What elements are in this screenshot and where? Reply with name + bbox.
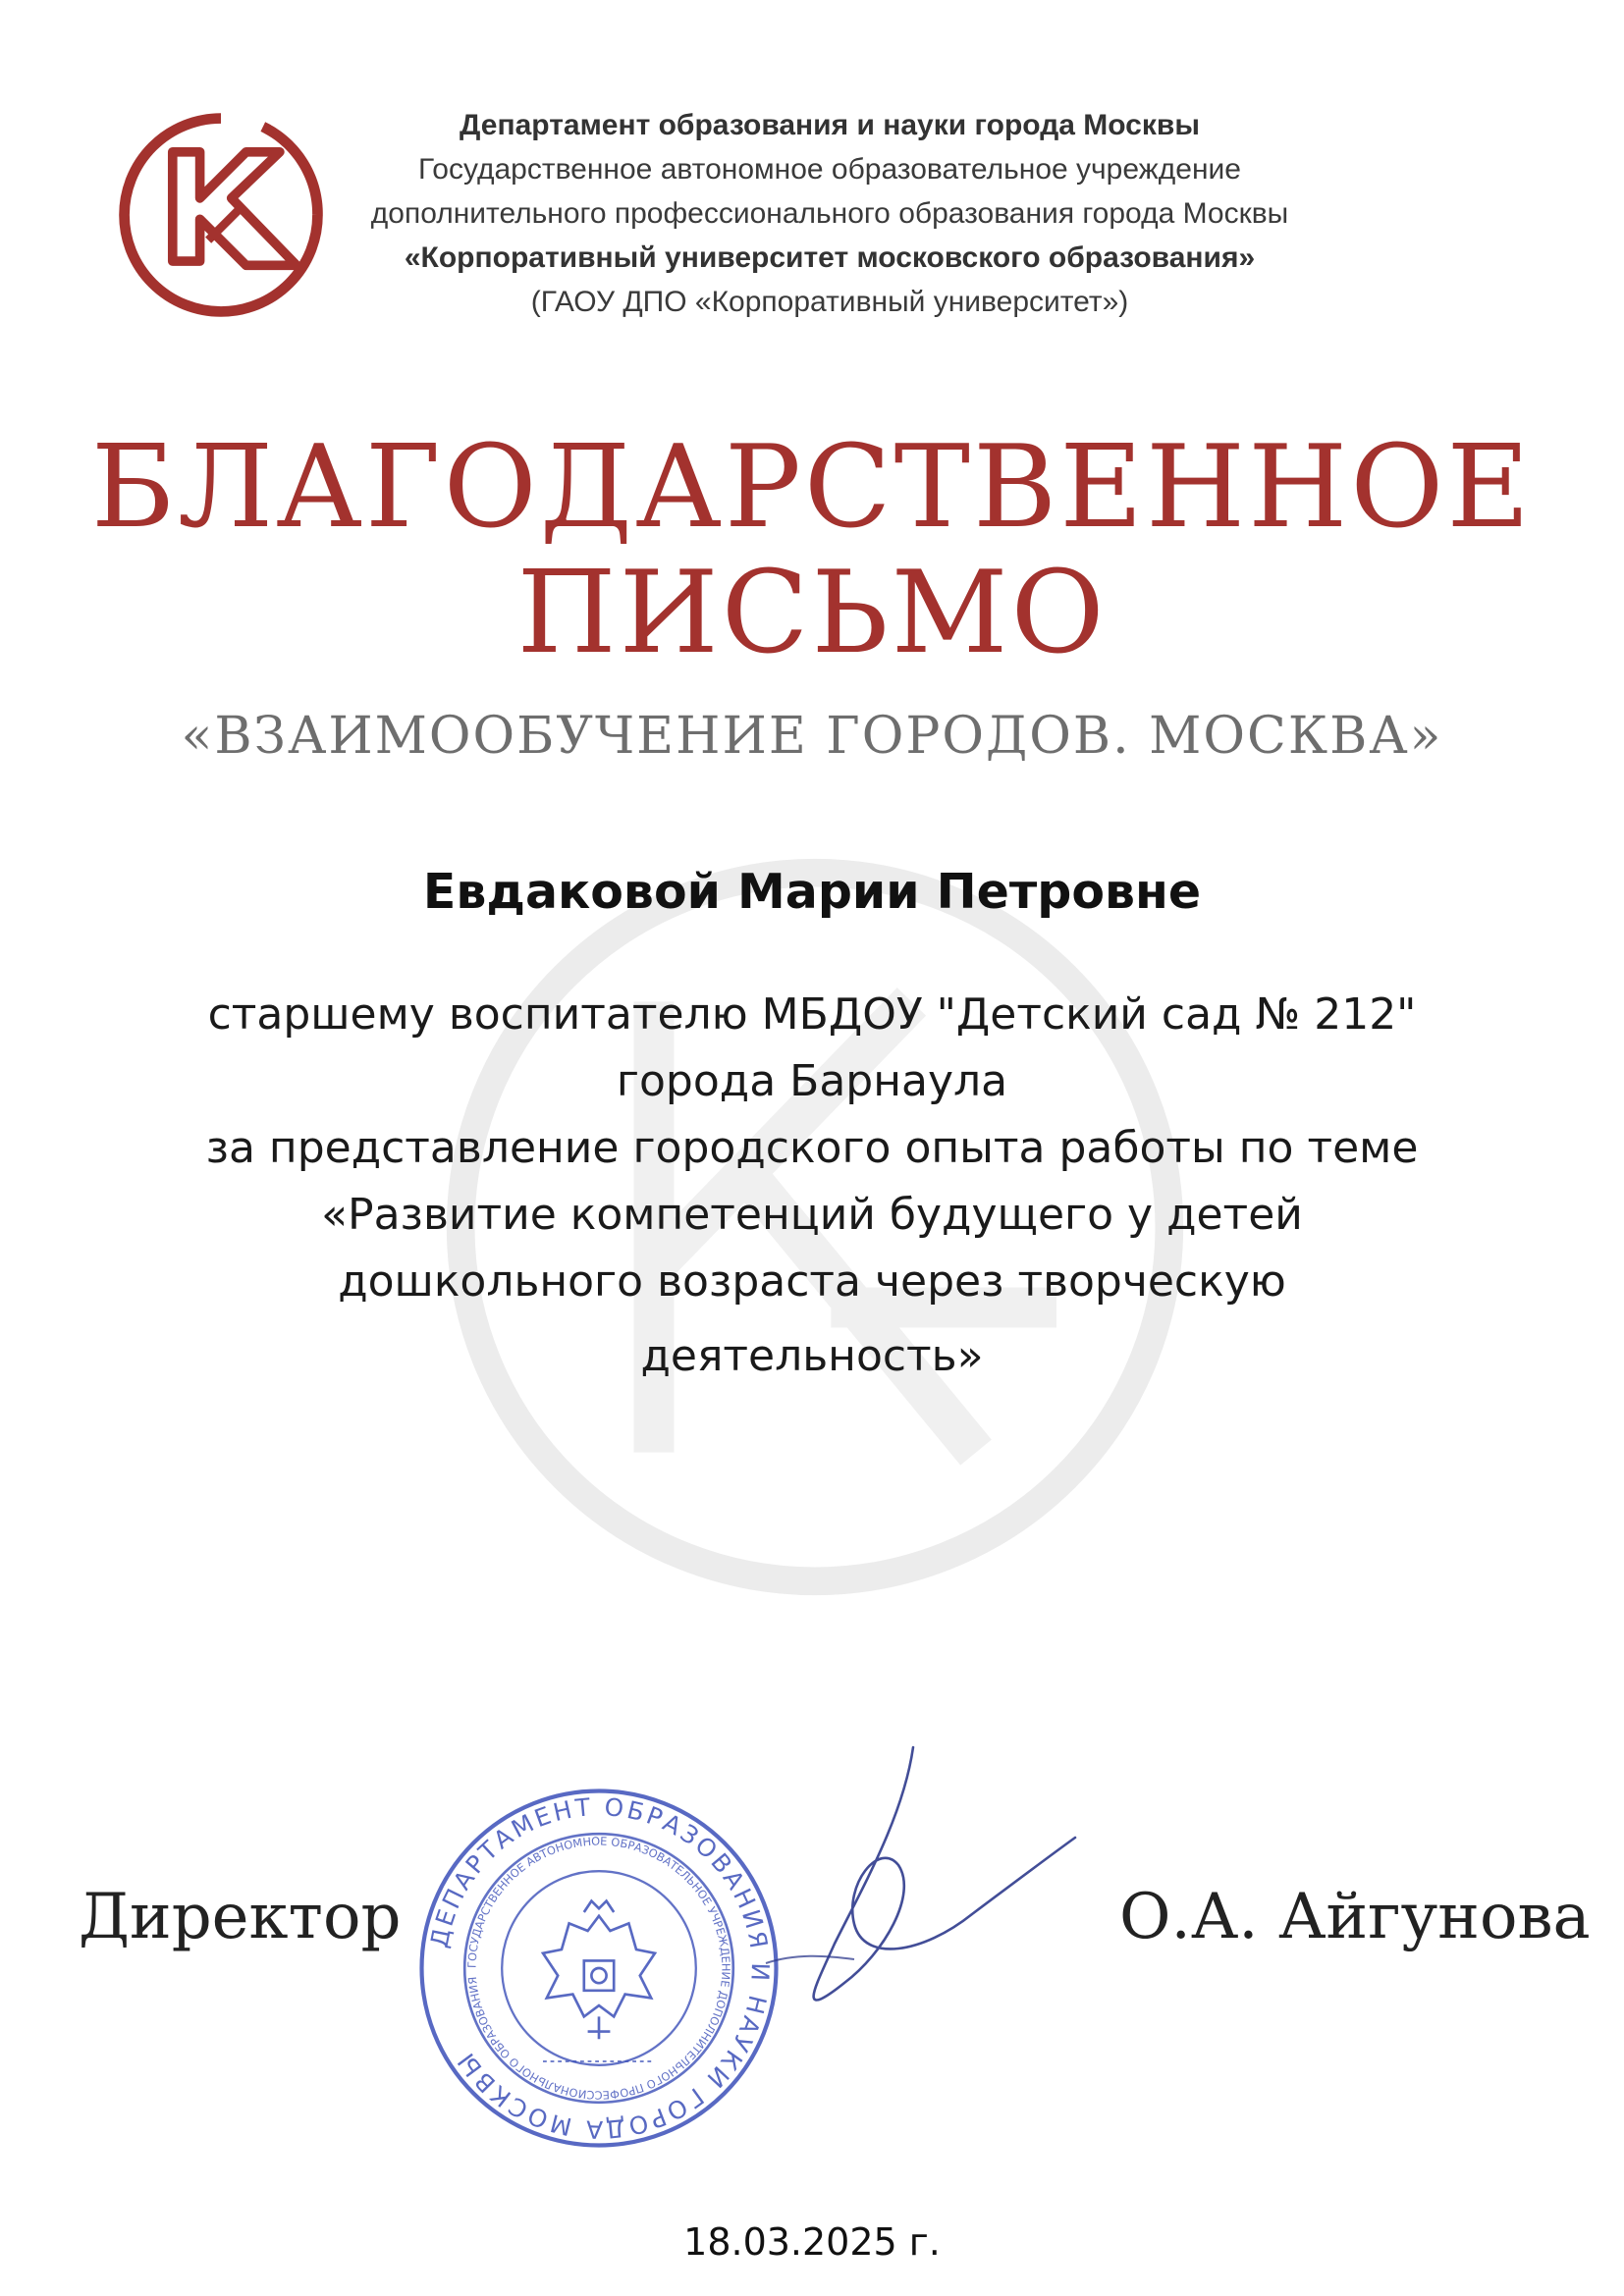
body-text (0, 982, 1624, 1390)
header-institution-scope: дополнительного профессионального образования города Москвы (370, 197, 1289, 230)
stamp-inner-text: ГОСУДАРСТВЕННОЕ АВТОНОМНОЕ ОБРАЗОВАТЕЛЬНОЕ УЧРЕЖДЕНИЕ ДОПОЛНИТЕЛЬНОГО ПРОФЕССИОНАЛЬНОГО ОБРАЗОВАНИЯ (464, 1834, 733, 2103)
issuer-header (334, 103, 1326, 324)
body-line: деятельность» (640, 1331, 984, 1381)
header-department: Департамент образования и науки города Москвы (460, 109, 1200, 141)
header-institution-short-name: (ГАОУ ДПО «Корпоративный университет») (530, 286, 1129, 318)
body-line: старшему воспитателю МБДОУ "Детский сад № 212" (207, 989, 1417, 1040)
body-line: за представление городского опыта работы по теме (205, 1123, 1419, 1173)
document-title-line1: БЛАГОДАРСТВЕННОЕ (90, 421, 1534, 554)
recipient-name: Евдаковой Марии Петровне (422, 864, 1202, 920)
signer-name: О.А. Айгунова (1119, 1881, 1591, 1953)
university-logo-icon (116, 110, 326, 320)
body-line: «Развитие компетенций будущего у детей (321, 1190, 1303, 1240)
body-line: дошкольного возраста через творческую (338, 1256, 1286, 1307)
header-institution-name: «Корпоративный университет московского образования» (404, 241, 1256, 274)
document-subtitle: «ВЗАИМООБУЧЕНИЕ ГОРОДОВ. МОСКВА» (181, 707, 1443, 766)
stamp-outer-text: ДЕПАРТАМЕНТ ОБРАЗОВАНИЯ И НАУКИ ГОРОДА МОСКВЫ (424, 1792, 776, 2145)
body-line: города Барнаула (616, 1056, 1008, 1106)
header-institution-type: Государственное автономное образовательное учреждение (418, 153, 1241, 186)
coat-of-arms-icon (543, 1901, 655, 2040)
signer-position: Директор (79, 1881, 402, 1953)
handwritten-signature-icon (687, 1728, 1080, 2052)
document-title-line2: ПИСЬМО (516, 547, 1108, 679)
issue-date: 18.03.2025 г. (683, 2220, 941, 2264)
